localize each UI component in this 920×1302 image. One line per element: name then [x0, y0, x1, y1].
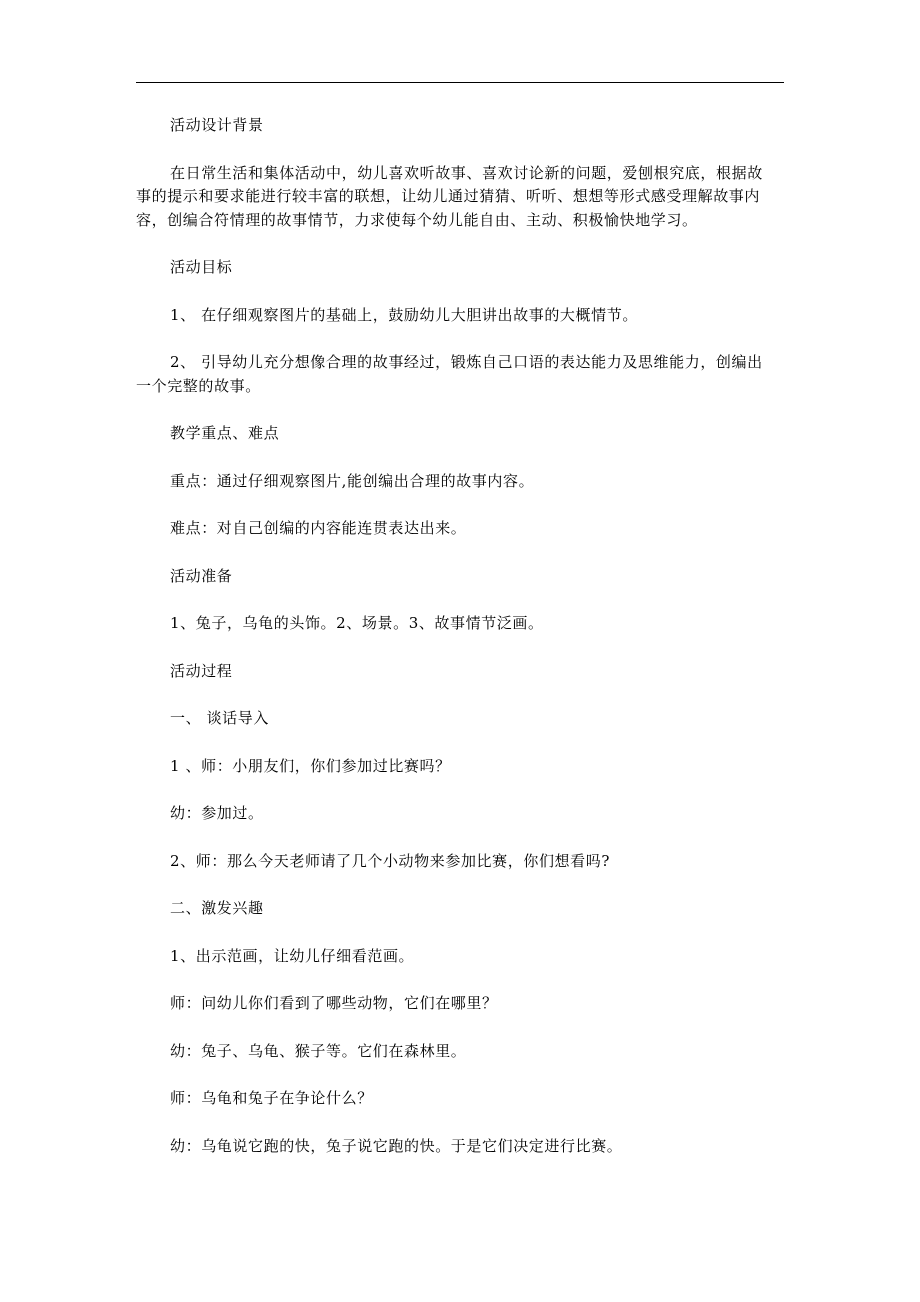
- paragraph-line: 2、 引导幼儿充分想像合理的故事经过，锻炼自己口语的表达能力及思维能力，创编出: [170, 353, 763, 371]
- paragraph-line: 容，创编合符情理的故事情节，力求使每个幼儿能自由、主动、积极愉快地学习。: [136, 210, 698, 229]
- section-heading-goals: 活动目标: [170, 258, 233, 276]
- difficult-point-text: 难点：对自己创编的内容能连贯表达出来。: [170, 519, 467, 537]
- preparation-text: 1、兔子，乌龟的头饰。2、场景。3、故事情节泛画。: [170, 614, 544, 632]
- dialog-line: 幼：乌龟说它跑的快，兔子说它跑的快。于是它们决定进行比赛。: [170, 1136, 623, 1155]
- dialog-line: 1 、师：小朋友们，你们参加过比赛吗？: [170, 756, 451, 775]
- header-rule: [136, 82, 784, 83]
- step1-heading: 一、 谈话导入: [170, 709, 269, 727]
- dialog-line: 幼：参加过。: [170, 804, 264, 822]
- section-heading-background: 活动设计背景: [170, 116, 264, 134]
- background-paragraph: [136, 162, 784, 233]
- paragraph-line: 一个完整的故事。: [136, 376, 261, 395]
- dialog-line: 师：乌龟和兔子在争论什么？: [170, 1089, 373, 1107]
- paragraph-line: 在日常生活和集体活动中，幼儿喜欢听故事、喜欢讨论新的问题，爱刨根究底，根据故: [170, 163, 763, 182]
- dialog-line: 2、师：那么今天老师请了几个小动物来参加比赛，你们想看吗?: [170, 851, 610, 870]
- dialog-line: 幼：兔子、乌龟、猴子等。它们在森林里。: [170, 1041, 467, 1060]
- step2-item: 1、出示范画，让幼儿仔细看范画。: [170, 946, 415, 965]
- section-heading-key-points: 教学重点、难点: [170, 424, 280, 442]
- dialog-line: 师：问幼儿你们看到了哪些动物，它们在哪里？: [170, 994, 498, 1012]
- document-body: [136, 114, 784, 1158]
- goal-item-1: 1、 在仔细观察图片的基础上，鼓励幼儿大胆讲出故事的大概情节。: [170, 305, 638, 324]
- paragraph-line: 事的提示和要求能进行较丰富的联想，让幼儿通过猜猜、听听、想想等形式感受理解故事内: [136, 187, 761, 205]
- section-heading-process: 活动过程: [170, 661, 233, 680]
- key-point-text: 重点：通过仔细观察图片,能创编出合理的故事内容。: [170, 471, 535, 490]
- goal-item-2: [136, 351, 784, 398]
- section-heading-preparation: 活动准备: [170, 566, 233, 585]
- step2-heading: 二、激发兴趣: [170, 899, 264, 917]
